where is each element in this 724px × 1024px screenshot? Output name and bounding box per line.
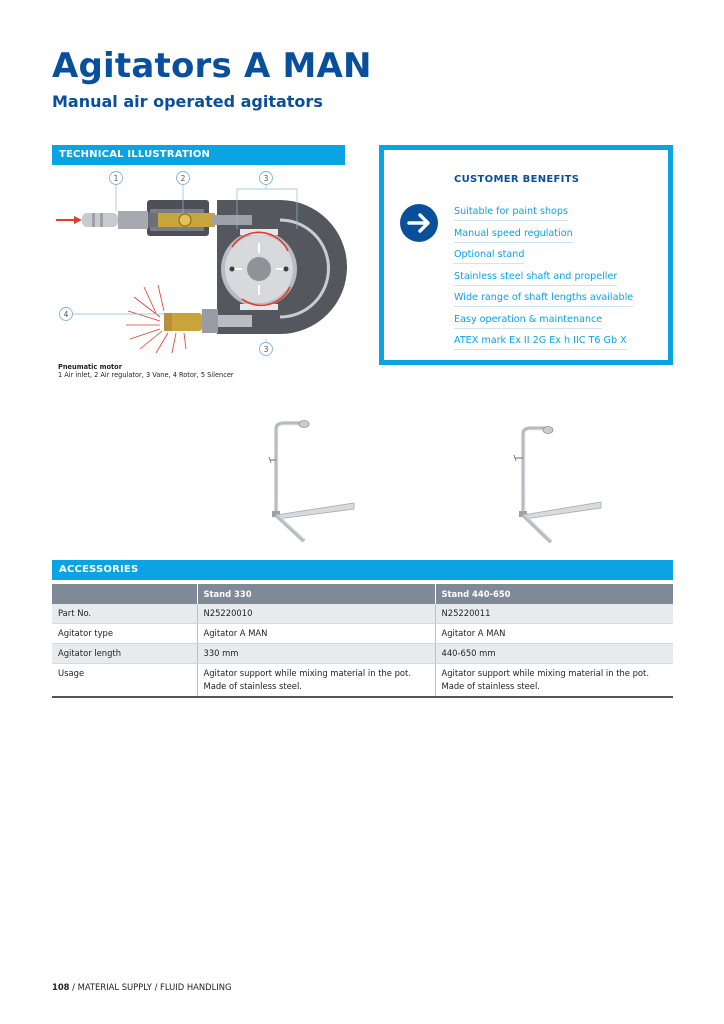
table-header-cell: Stand 330	[197, 584, 435, 604]
table-cell: Agitator length	[52, 644, 197, 664]
table-cell: Agitator A MAN	[435, 624, 673, 644]
table-cell: Agitator type	[52, 624, 197, 644]
benefits-title: CUSTOMER BENEFITS	[454, 174, 580, 185]
callout-4: 4	[63, 309, 69, 319]
list-item: Easy operation & maintenance	[454, 310, 633, 332]
stand-440-650-image	[505, 418, 605, 548]
table-cell: Usage	[52, 664, 197, 698]
table-row	[52, 624, 673, 644]
table-cell: N25220011	[435, 604, 673, 624]
caption-text: 1 Air inlet, 2 Air regulator, 3 Vane, 4 Rotor, 5 Silencer	[58, 371, 234, 379]
technical-illustration-bar: TECHNICAL ILLUSTRATION	[52, 145, 345, 165]
accessories-bar: ACCESSORIES	[52, 560, 673, 580]
list-item: ATEX mark Ex II 2G Ex h IIC T6 Gb X	[454, 331, 633, 353]
table-cell: Part No.	[52, 604, 197, 624]
page-number: 108	[52, 982, 70, 992]
accessories-table	[52, 584, 673, 698]
table-row	[52, 644, 673, 664]
stand-330-image	[258, 415, 358, 545]
callout-2: 2	[180, 173, 186, 183]
table-header-cell	[52, 584, 197, 604]
callout-1: 1	[113, 173, 119, 183]
list-item: Optional stand	[454, 245, 633, 267]
page-subtitle: Manual air operated agitators	[52, 92, 323, 111]
table-cell: 330 mm	[197, 644, 435, 664]
table-header-row	[52, 584, 673, 604]
footer-section: / MATERIAL SUPPLY / FLUID HANDLING	[69, 982, 232, 992]
table-cell: 440-650 mm	[435, 644, 673, 664]
table-cell: Agitator support while mixing material in the pot. Made of stainless steel.	[435, 664, 673, 698]
page-title: Agitators A MAN	[52, 46, 372, 86]
benefit-list	[454, 202, 633, 353]
callout-3-bottom: 3	[263, 344, 269, 354]
list-item: Stainless steel shaft and propeller	[454, 267, 633, 289]
table-cell: Agitator support while mixing material in the pot. Made of stainless steel.	[197, 664, 435, 698]
list-item: Suitable for paint shops	[454, 202, 633, 224]
customer-benefits-box	[379, 145, 673, 365]
table-cell: N25220010	[197, 604, 435, 624]
table-row	[52, 604, 673, 624]
illustration-caption	[58, 363, 234, 379]
pneumatic-motor-illustration	[52, 167, 352, 362]
table-cell: Agitator A MAN	[197, 624, 435, 644]
table-header-cell: Stand 440-650	[435, 584, 673, 604]
list-item: Wide range of shaft lengths available	[454, 288, 633, 310]
callout-3-top: 3	[263, 173, 269, 183]
arrow-right-icon	[400, 204, 438, 242]
page-footer	[52, 982, 231, 992]
caption-title: Pneumatic motor	[58, 363, 122, 371]
table-row	[52, 664, 673, 698]
list-item: Manual speed regulation	[454, 224, 633, 246]
